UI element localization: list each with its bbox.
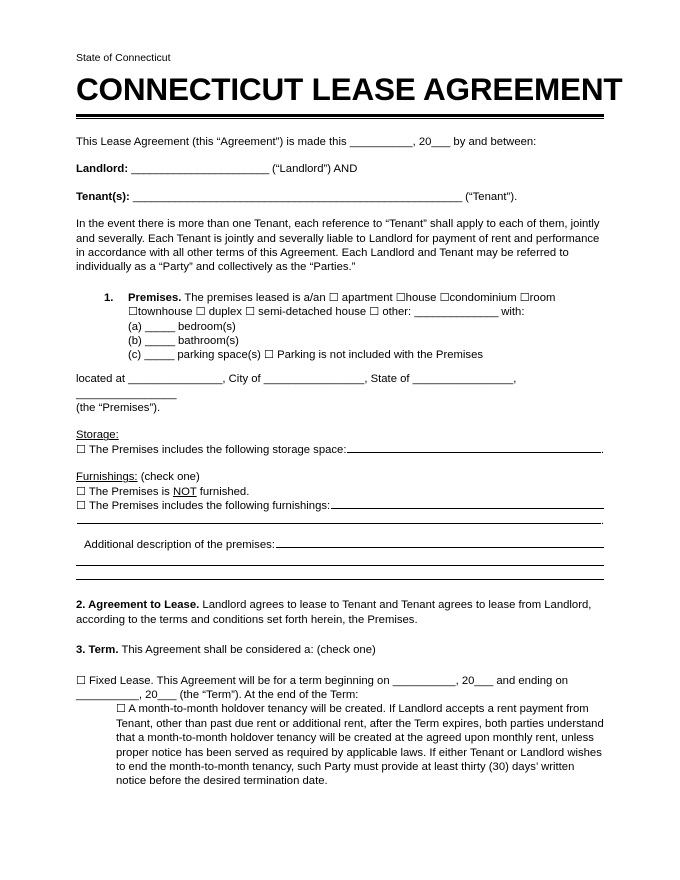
- clause-agreement-to-lease-title: 2. Agreement to Lease.: [76, 599, 200, 612]
- parties-paragraph: In the event there is more than one Tenant, each reference to “Tenant” shall apply to each of them, jointly and severally. Each Tenant is jointly and severally liable to Landlord for payment of rent and performance in accordance with all other terms of this Agreement. Each Landlord and Tenant may be referred to individually as a “Party” and collectively as the “Parties.”: [76, 218, 600, 274]
- option-other-label: other:: [382, 306, 412, 319]
- checkbox-storage-label: The Premises includes the following storage space:: [89, 443, 347, 456]
- storage-heading-text: Storage:: [76, 429, 119, 442]
- checkbox-other-icon[interactable]: ☐: [369, 305, 380, 319]
- checkbox-house-icon[interactable]: ☐: [395, 290, 406, 304]
- checkbox-no-parking-icon[interactable]: ☐: [264, 348, 274, 362]
- clause-premises-number: 1.: [104, 291, 114, 304]
- premises-parking-blank[interactable]: _____: [144, 349, 175, 362]
- premises-bathrooms-row: [128, 334, 604, 348]
- clause-premises-lead: The premises leased is a/an: [184, 291, 326, 304]
- option-room-label: room: [529, 291, 556, 304]
- option-townhouse-label: townhouse: [137, 306, 193, 319]
- holdover-text: A month-to-month holdover tenancy will be created. If Landlord accepts a rent payment from Tenant, other than past due rent or additional rent, after the Term expires, both parties understand that a month-to-month holdover tenancy will be created at the agreed upon monthly rent, unless proper notice has been served as required by applicable laws. If either Tenant or Landlord wishes to end the month-to-month tenancy, such Party must provide at least thirty (30) days’ written notice before the desired termination date.: [116, 703, 604, 788]
- additional-description-blank-3[interactable]: [76, 566, 604, 580]
- premises-parking-label: parking space(s): [177, 349, 261, 362]
- holdover-row: [116, 702, 604, 788]
- landlord-suffix: (“Landlord”) AND: [271, 163, 358, 176]
- premises-with-label: with:: [501, 306, 525, 319]
- tenant-suffix: (“Tenant”).: [465, 190, 518, 203]
- checkbox-not-furnished-suffix: furnished.: [199, 485, 250, 498]
- storage-blank-line[interactable]: [347, 443, 600, 453]
- premises-bedrooms-label: bedroom(s): [178, 320, 236, 333]
- additional-description-blank-1[interactable]: [276, 538, 604, 548]
- premises-parking-row: [128, 348, 604, 362]
- page-title: CONNECTICUT LEASE AGREEMENT: [76, 71, 623, 107]
- checkbox-no-parking-label: Parking is not included with the Premises: [277, 349, 484, 362]
- fixed-lease-row: [76, 674, 604, 703]
- premises-bathrooms-blank[interactable]: _____: [144, 334, 175, 347]
- premises-bathrooms-label: bathroom(s): [178, 334, 239, 347]
- additional-description-row: [76, 538, 604, 552]
- checkbox-duplex-icon[interactable]: ☐: [195, 305, 206, 319]
- checkbox-furnishings-label: The Premises includes the following furnishings:: [89, 500, 331, 513]
- additional-description-label: Additional description of the premises:: [84, 538, 275, 551]
- landlord-label: Landlord:: [76, 163, 129, 176]
- clause-term-text: This Agreement shall be considered a: (check one): [121, 644, 376, 657]
- premises-location-line: located at _______________, City of ________________, State of ________________, ________________: [76, 373, 517, 400]
- tenant-label: Tenant(s):: [76, 190, 130, 203]
- clause-agreement-to-lease: [76, 598, 604, 627]
- clause-premises-title: Premises.: [128, 291, 182, 304]
- additional-description-blank-2[interactable]: [76, 552, 604, 566]
- furnishings-heading-suffix: (check one): [140, 471, 200, 484]
- checkbox-furnishings-icon[interactable]: ☐: [76, 499, 86, 513]
- clause-term-title: 3. Term.: [76, 644, 119, 657]
- premises-bedrooms-marker: (a): [128, 320, 142, 333]
- storage-heading: [76, 428, 604, 442]
- option-house-label: house: [405, 291, 437, 304]
- landlord-blank[interactable]: _______________________: [131, 163, 269, 176]
- agreement-date-line: This Lease Agreement (this “Agreement”) is made this __________, 20___ by and between:: [76, 136, 537, 148]
- checkbox-semi-detached-icon[interactable]: ☐: [245, 305, 255, 319]
- checkbox-townhouse-icon[interactable]: ☐: [128, 305, 138, 319]
- option-condominium-label: condominium: [449, 291, 517, 304]
- landlord-line: [76, 162, 604, 176]
- furnishings-blank-line-2[interactable]: [77, 514, 601, 524]
- checkbox-apartment-icon[interactable]: ☐: [328, 290, 339, 304]
- checkbox-condominium-icon[interactable]: ☐: [439, 290, 450, 304]
- premises-bedrooms-row: [128, 320, 604, 334]
- fixed-lease-title: Fixed Lease.: [89, 674, 154, 687]
- clause-term: [76, 643, 604, 657]
- state-line: State of Connecticut: [76, 52, 171, 64]
- premises-parking-marker: (c): [128, 349, 142, 362]
- premises-bathrooms-marker: (b): [128, 334, 142, 347]
- premises-bedrooms-blank[interactable]: _____: [144, 320, 175, 333]
- option-duplex-label: duplex: [208, 306, 242, 319]
- checkbox-not-furnished-icon[interactable]: ☐: [76, 484, 86, 498]
- storage-option-row: ☐ The Premises includes the following storage space: .: [76, 442, 604, 456]
- tenant-line: [76, 190, 604, 204]
- fixed-lease-text: This Agreement will be for a term beginning on __________, 20___ and ending on __________, 20___ (the “Term”). At the end of the Term:: [76, 674, 569, 701]
- option-other-blank[interactable]: ______________: [414, 306, 499, 319]
- furnishings-blank-line-1[interactable]: [331, 499, 604, 509]
- clause-agreement-to-lease-text: Landlord agrees to lease to Tenant and Tenant agrees to lease from Landlord, according to the terms and conditions set forth herein, the Premises.: [76, 599, 592, 626]
- premises-sub-list: [128, 320, 604, 363]
- furnishings-not-row: [76, 485, 604, 499]
- checkbox-holdover-icon[interactable]: ☐: [116, 702, 126, 716]
- clause-premises: [104, 291, 604, 362]
- checkbox-not-furnished-emphasis: NOT: [172, 485, 197, 498]
- furnishings-heading: [76, 470, 604, 484]
- checkbox-room-icon[interactable]: ☐: [519, 290, 530, 304]
- option-semi-detached-label: semi-detached house: [258, 306, 367, 319]
- furnishings-blank-row-2: .: [76, 514, 604, 528]
- furnishings-includes-row: [76, 499, 604, 513]
- premises-definition-suffix: (the “Premises”).: [76, 402, 161, 415]
- checkbox-not-furnished-prefix: The Premises is: [88, 485, 170, 498]
- tenant-blank[interactable]: _______________________________________________________: [132, 190, 462, 203]
- checkbox-storage-icon[interactable]: ☐: [76, 442, 86, 456]
- checkbox-fixed-lease-icon[interactable]: ☐: [76, 673, 86, 687]
- option-apartment-label: apartment: [341, 291, 393, 304]
- furnishings-heading-text: Furnishings:: [76, 471, 138, 484]
